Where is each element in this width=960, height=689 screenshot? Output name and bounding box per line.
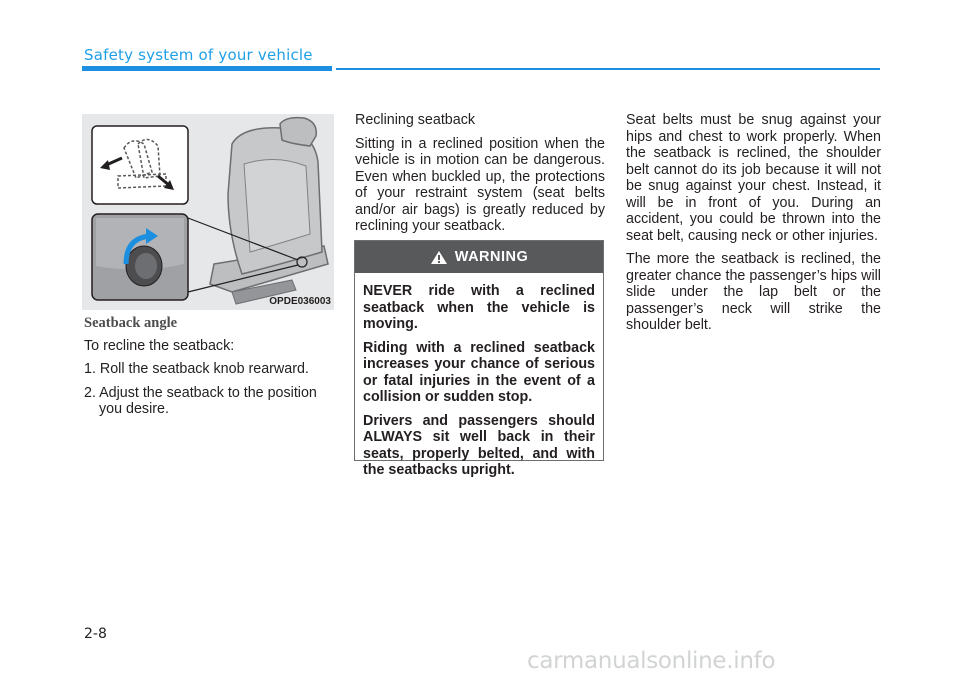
reclining-paragraph: Sitting in a reclined position when the vehicle is in motion can be dangerous. Even when buckled up, the protections of your restraint system (seat belts and/or air bags) is greatly reduced by reclining your seatback. xyxy=(355,135,605,234)
column-right xyxy=(626,112,881,341)
column-left xyxy=(84,315,334,425)
recline-intro: To recline the seatback: xyxy=(84,337,235,354)
figure-label: OPDE036003 xyxy=(269,296,331,307)
car-seat-image xyxy=(82,114,334,310)
seatback-angle-heading: Seatback angle xyxy=(84,315,178,331)
column-middle xyxy=(355,112,605,242)
warning-triangle-icon xyxy=(430,250,448,265)
header-rule-thin xyxy=(336,68,880,70)
step-2: 2. Adjust the seatback to the position you desire. xyxy=(84,384,317,417)
warning-item: NEVER ride with a reclined seatback when the vehicle is moving. xyxy=(363,283,595,332)
warning-header xyxy=(355,241,603,273)
page-number: 2-8 xyxy=(84,626,107,642)
seat-belt-paragraph: Seat belts must be snug against your hips and chest to work properly. When the seatback is reclined, the shoulder belt cannot do its job because it will not be snug against your chest. Instead, it will be in front of you. During an accident, you could be thrown into the seat belt, causing neck or other injuries. xyxy=(626,112,881,244)
step-1: 1. Roll the seatback knob rearward. xyxy=(84,361,309,377)
warning-body xyxy=(355,273,603,479)
warning-title: WARNING xyxy=(454,249,529,265)
warning-box xyxy=(354,240,604,478)
section-title: Safety system of your vehicle xyxy=(84,46,313,64)
header-rule-thick xyxy=(82,66,332,71)
reclining-seatback-heading: Reclining seatback xyxy=(355,112,476,128)
seat-illustration xyxy=(82,114,334,310)
watermark: carmanualsonline.info xyxy=(527,648,776,674)
warning-item: Riding with a reclined seatback increases your chance of serious or fatal injuries in the event of a collision or sudden stop. xyxy=(363,339,595,405)
warning-item: Drivers and passengers should ALWAYS sit well back in their seats, properly belted, and with the seatbacks upright. xyxy=(363,412,595,478)
recline-risk-paragraph: The more the seatback is reclined, the greater chance the passenger’s hips will slide under the lap belt or the passenger’s neck will strike the shoulder belt. xyxy=(626,251,881,333)
